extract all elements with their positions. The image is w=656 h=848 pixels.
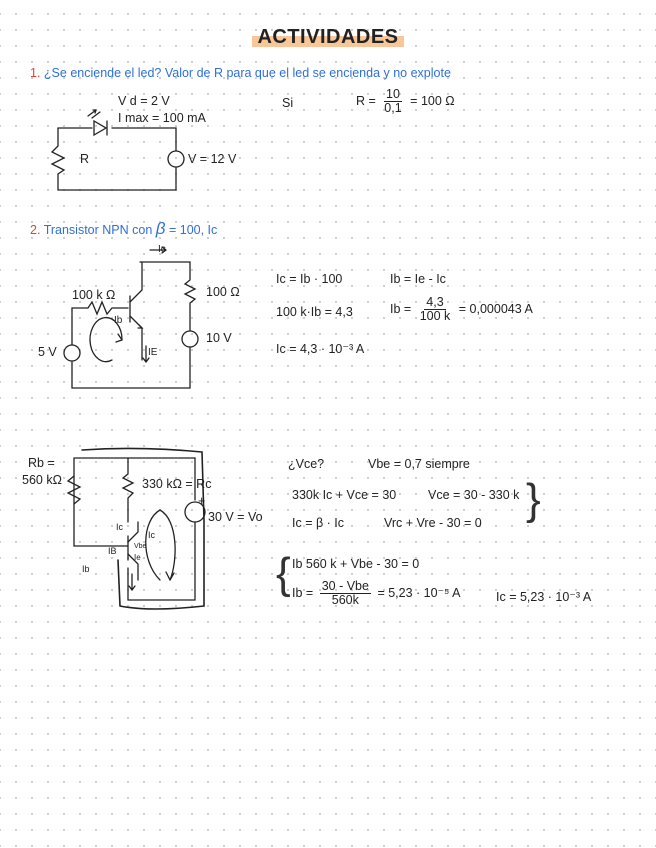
led-current-label: I max = 100 mA: [118, 111, 206, 125]
ic-label-3: Ic: [116, 522, 124, 532]
q3-eq5: Ib 560 k + Vbe - 30 = 0: [292, 557, 420, 571]
i-label-3: Ic: [148, 530, 156, 540]
led-diode-icon: [94, 121, 106, 135]
ie-label-3: Ie: [134, 553, 141, 562]
led-voltage-label: V d = 2 V: [118, 94, 170, 108]
q3-eq3: Ic = β · Ic: [292, 516, 344, 530]
loop-arrow-icon: [146, 510, 175, 580]
plus-sign: +: [198, 494, 206, 508]
ib2-label-3: Ib: [82, 564, 90, 574]
rb-value: 560 kΩ: [22, 473, 62, 487]
question-2-number: 2.: [30, 223, 41, 237]
resistor-r-label: R: [80, 152, 90, 166]
beta-symbol: β: [155, 219, 166, 238]
circuit-3: [68, 448, 205, 609]
q2-eq3: 100 k·Ib = 4,3: [276, 305, 353, 319]
q3-eq4: Vrc + Vre - 30 = 0: [384, 516, 482, 530]
q2-eq1: Ic = Ib · 100: [276, 272, 343, 286]
q3-eq1: 330k Ic + Vce = 30: [292, 488, 397, 502]
page-title: ACTIVIDADES: [0, 26, 656, 49]
question-2-text: Transistor NPN con: [43, 223, 153, 237]
voltage-source-icon: [168, 151, 184, 167]
ib-label: Ib: [114, 315, 123, 326]
ie-label: IE: [148, 347, 158, 358]
resistor-r-icon: [52, 128, 176, 190]
rc-label: 330 kΩ = Rc: [142, 477, 212, 491]
r-base-label: 100 k Ω: [72, 288, 116, 302]
resistor-rc-icon: [123, 458, 133, 522]
v-source-label: 30 V = Vo: [208, 510, 263, 524]
ib-label-3: IB: [108, 546, 117, 556]
q3-vbe-note: Vbe = 0,7 siempre: [368, 457, 470, 471]
q3-eq7: Ic = 5,23 · 10⁻³ A: [496, 590, 592, 604]
wire: [112, 128, 176, 150]
left-brace: {: [276, 549, 291, 598]
v-collector-label: 10 V: [206, 331, 232, 345]
q3-eq2: Vce = 30 - 330 k: [428, 488, 520, 502]
vbe-label-3: Vbe: [134, 543, 147, 550]
circuit-2: [64, 247, 198, 388]
answer-si: Si: [282, 96, 294, 110]
question-2: [30, 219, 217, 239]
q2-eq5: Ic = 4,3 · 10⁻³ A: [276, 342, 365, 356]
q2-eq2: Ib = Ie - Ic: [390, 272, 446, 286]
r-collector-label: 100 Ω: [206, 285, 240, 299]
voltage-source-5v-icon: [64, 345, 80, 361]
question-1-text: ¿Se enciende el led? Valor de R para que el led se encienda y no explote: [43, 66, 451, 80]
ic-label: Ic: [158, 244, 166, 255]
beta-value: = 100, Ic: [168, 223, 218, 237]
q3-question: ¿Vce?: [288, 457, 325, 471]
source-v-label: V = 12 V: [188, 152, 237, 166]
rb-label: Rb =: [28, 456, 55, 470]
r-equation: R = $\frac{10}{0,1}$ = 100 Ω: [356, 87, 455, 115]
voltage-source-10v-icon: [182, 331, 198, 347]
right-brace: }: [526, 475, 541, 524]
v-base-label: 5 V: [38, 345, 57, 359]
resistor-100-icon: [140, 262, 195, 330]
q2-eq4: Ib = $\frac{4,3}{100 k}$ = 0,000043 A: [390, 295, 533, 323]
q3-eq6: Ib = $\frac{\text{30 - Vbe}}{560k}$ = 5,23 · 10⁻⁵ A: [292, 579, 461, 607]
question-1-number: 1.: [30, 66, 41, 80]
